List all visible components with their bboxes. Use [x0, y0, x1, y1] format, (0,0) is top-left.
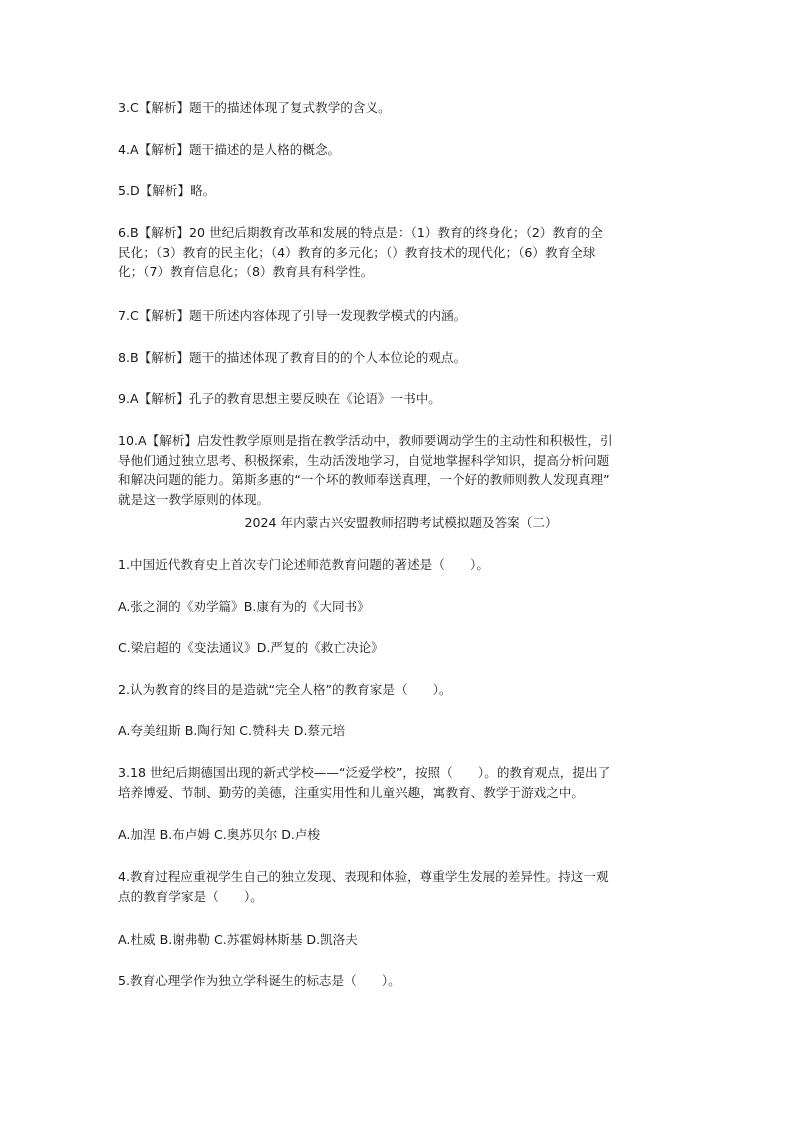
question-1: 1.中国近代教育史上首次专门论述师范教育问题的著述是（ ）。	[118, 557, 489, 572]
question-2-options: A.夸美纽斯 B.陶行知 C.赞科夫 D.蔡元培	[118, 723, 346, 738]
question-2: 2.认为教育的终目的是造就“完全人格”的教育家是（ ）。	[118, 682, 452, 697]
question-1-options-ab: A.张之洞的《劝学篇》B.康有为的《大同书》	[118, 599, 370, 614]
answer-9: 9.A【解析】孔子的教育思想主要反映在《论语》一书中。	[118, 391, 441, 406]
question-1-options-cd: C.梁启超的《变法通议》D.严复的《救亡决论》	[118, 640, 384, 655]
question-3-options: A.加涅 B.布卢姆 C.奥苏贝尔 D.卢梭	[118, 827, 321, 842]
answer-3: 3.C【解析】题干的描述体现了复式教学的含义。	[118, 100, 391, 115]
answer-10: 10.A【解析】启发性教学原则是指在教学活动中，教师要调动学生的主动性和积极性，引 导他们通过独立思考、积极探索，生动活泼地学习，自觉地掌握科学知识，提高分析问题 和解决问题的能力。第斯多惠的“一个坏的教师奉送真理，一个好的教师则教人发现真理” 就是这一教学原则的体现。	[118, 433, 613, 507]
question-4: 4.教育过程应重视学生自己的独立发现、表现和体验，尊重学生发展的差异性。持这一观 点的教育学家是（ ）。	[118, 869, 609, 904]
answer-5: 5.D【解析】略。	[118, 183, 216, 198]
answer-6: 6.B【解析】20 世纪后期教育改革和发展的特点是：（1）教育的终身化；（2）教育的全 民化；（3）教育的民主化；（4）教育的多元化；（）教育技术的现代化；（6）教育全球 化；（7）教育信息化；（8）教育具有科学性。	[118, 225, 603, 279]
question-3: 3.18 世纪后期德国出现的新式学校——“泛爱学校”，按照（ ）。的教育观点，提出了 培养博爱、节制、勤劳的美德，注重实用性和儿童兴趣，寓教育、教学于游戏之中。	[118, 765, 611, 800]
section-title: 2024 年内蒙古兴安盟教师招聘考试模拟题及答案（二）	[244, 515, 558, 530]
question-4-options: A.杜威 B.谢弗勒 C.苏霍姆林斯基 D.凯洛夫	[118, 932, 358, 947]
answer-8: 8.B【解析】题干的描述体现了教育目的的个人本位论的观点。	[118, 350, 467, 365]
answer-4: 4.A【解析】题干描述的是人格的概念。	[118, 142, 341, 157]
answer-7: 7.C【解析】题干所述内容体现了引导一发现教学模式的内涵。	[118, 308, 467, 323]
question-5: 5.教育心理学作为独立学科诞生的标志是（ ）。	[118, 973, 401, 988]
